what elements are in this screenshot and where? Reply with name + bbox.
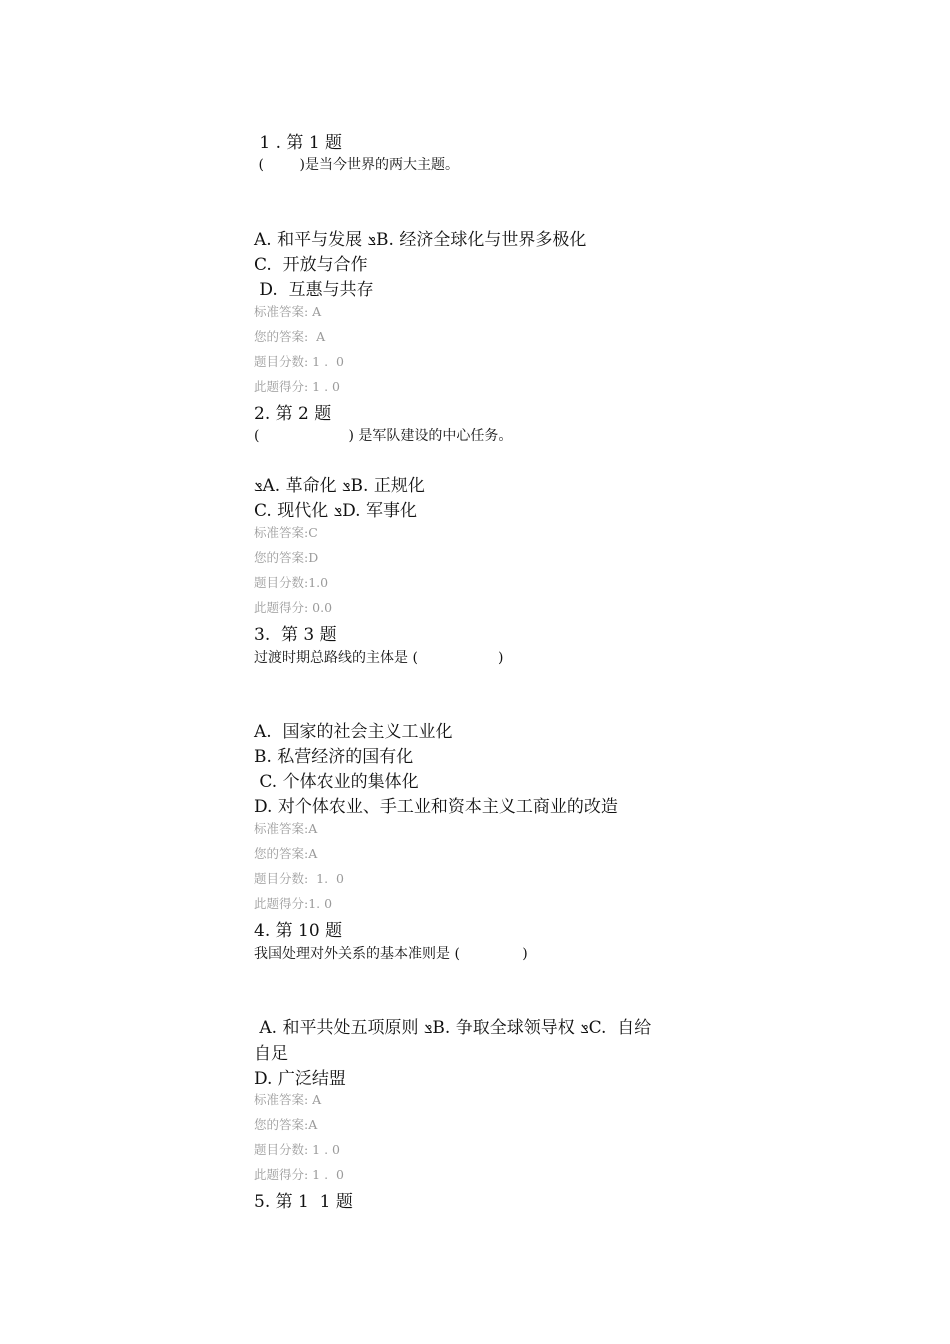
question-1-stem: ( )是当今世界的两大主题。 xyxy=(254,157,459,173)
option-a: A. 和平与发展 xyxy=(254,230,368,250)
question-3-earned-score: 此题得分:1. 0 xyxy=(254,896,333,911)
option-c: C. 现代化 xyxy=(254,501,334,521)
question-3-title: 3. 第 3 题 xyxy=(254,625,337,645)
question-4-option-c-continued: 自足 xyxy=(254,1044,288,1064)
question-3-your-answer: 您的答案:A xyxy=(254,846,318,861)
bullet-icon: ݏ xyxy=(423,1022,433,1037)
option-a: A. 和平共处五项原则 xyxy=(254,1018,424,1038)
question-3-question-score: 题目分数: 1. 0 xyxy=(254,871,344,886)
question-2-earned-score: 此题得分: 0.0 xyxy=(254,600,333,615)
question-3-option-a: A. 国家的社会主义工业化 xyxy=(254,722,453,742)
question-3-option-d: D. 对个体农业、手工业和资本主义工商业的改造 xyxy=(254,797,618,817)
question-3-stem: 过渡时期总路线的主体是 ( ) xyxy=(254,650,504,666)
question-4-earned-score: 此题得分: 1 . 0 xyxy=(254,1167,344,1182)
question-1-option-d: D. 互惠与共存 xyxy=(254,280,374,300)
question-4-title: 4. 第 10 题 xyxy=(254,921,343,941)
bullet-icon: ݏ xyxy=(342,480,351,495)
option-b: B. 经济全球化与世界多极化 xyxy=(376,230,587,250)
question-1-title: 1 . 第 1 题 xyxy=(254,133,343,153)
option-d: D. 军事化 xyxy=(342,501,417,521)
bullet-icon: ݏ xyxy=(254,480,263,495)
question-2-options-cd xyxy=(254,496,417,521)
question-1-options-ab xyxy=(254,225,586,250)
question-2-stem: ( ) 是军队建设的中心任务。 xyxy=(254,428,513,444)
bullet-icon: ݏ xyxy=(367,234,377,249)
option-c: C. 自给 xyxy=(588,1018,652,1038)
question-4-options-abc xyxy=(254,1013,651,1038)
question-4-standard-answer: 标准答案: A xyxy=(254,1092,322,1107)
question-2-title: 2. 第 2 题 xyxy=(254,404,332,424)
question-1-question-score: 题目分数: 1 . 0 xyxy=(254,354,344,369)
question-3-standard-answer: 标准答案:A xyxy=(254,821,318,836)
bullet-icon: ݏ xyxy=(333,505,343,520)
question-4-your-answer: 您的答案:A xyxy=(254,1117,318,1132)
question-4-question-score: 题目分数: 1 . 0 xyxy=(254,1142,341,1157)
question-4-stem: 我国处理对外关系的基本准则是 ( ) xyxy=(254,946,528,962)
question-5-title: 5. 第 1 1 题 xyxy=(254,1192,353,1212)
question-1-standard-answer: 标准答案: A xyxy=(254,304,322,319)
question-1-your-answer: 您的答案: A xyxy=(254,329,326,344)
question-2-standard-answer: 标准答案:C xyxy=(254,525,318,540)
option-b: B. 争取全球领导权 xyxy=(432,1018,581,1038)
question-2-question-score: 题目分数:1.0 xyxy=(254,575,329,590)
question-1-earned-score: 此题得分: 1 . 0 xyxy=(254,379,341,394)
question-2-options-ab xyxy=(254,471,425,496)
bullet-icon: ݏ xyxy=(580,1022,589,1037)
question-1-option-c: C. 开放与合作 xyxy=(254,255,368,275)
option-a: A. 革命化 xyxy=(262,476,343,496)
option-b: B. 正规化 xyxy=(350,476,425,496)
question-4-option-d: D. 广泛结盟 xyxy=(254,1069,346,1089)
question-3-option-b: B. 私营经济的国有化 xyxy=(254,747,414,767)
question-3-option-c: C. 个体农业的集体化 xyxy=(254,772,419,792)
question-2-your-answer: 您的答案:D xyxy=(254,550,319,565)
